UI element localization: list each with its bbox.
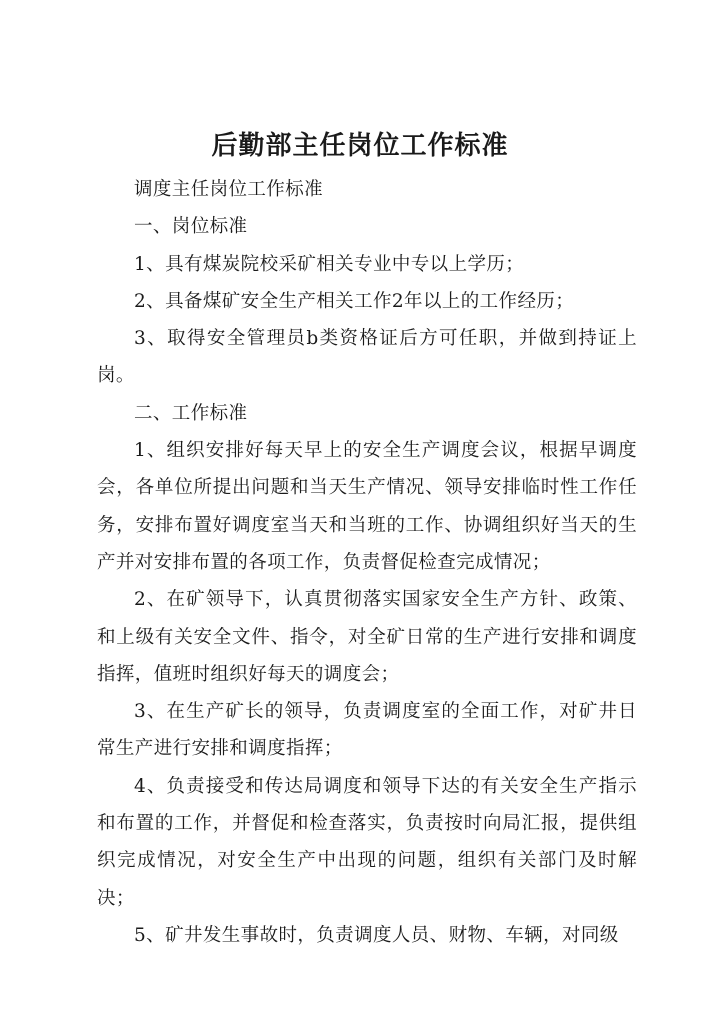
document-title: 后勤部主任岗位工作标准 — [211, 131, 509, 161]
work-item-4: 4、负责接受和传达局调度和领导下达的有关安全生产指示和布置的工作，并督促和检查落实，负责按时向局汇报，提供组织完成情况，对安全生产中出现的问题，组织有关部门及时解决； — [97, 775, 637, 909]
work-item-1: 1、组织安排好每天早上的安全生产调度会议，根据早调度会，各单位所提出问题和当天生产情况、领导安排临时性工作任务，安排布置好调度室当天和当班的工作、协调组织好当天的生产并对安排布置的各项工作，负责督促检查完成情况； — [97, 440, 637, 573]
subtitle-paragraph: 调度主任岗位工作标准 — [134, 179, 324, 200]
document-body — [97, 171, 637, 954]
section-heading-position-standard: 一、岗位标准 — [134, 216, 248, 238]
work-item-3: 3、在生产矿长的领导，负责调度室的全面工作，对矿井日常生产进行安排和调度指挥； — [97, 701, 637, 760]
requirement-item-1: 1、具有煤炭院校采矿相关专业中专以上学历； — [134, 253, 525, 275]
section-heading-work-standard: 二、工作标准 — [134, 402, 248, 424]
requirement-item-2: 2、具备煤矿安全生产相关工作2年以上的工作经历； — [134, 290, 575, 312]
work-item-5: 5、矿井发生事故时，负责调度人员、财物、车辆，对同级 — [134, 924, 619, 946]
requirement-item-3: 3、取得安全管理员b类资格证后方可任职，并做到持证上岗。 — [97, 328, 637, 387]
work-item-2: 2、在矿领导下，认真贯彻落实国家安全生产方针、政策、和上级有关安全文件、指令，对全矿日常的生产进行安排和调度指挥，值班时组织好每天的调度会； — [97, 589, 637, 685]
